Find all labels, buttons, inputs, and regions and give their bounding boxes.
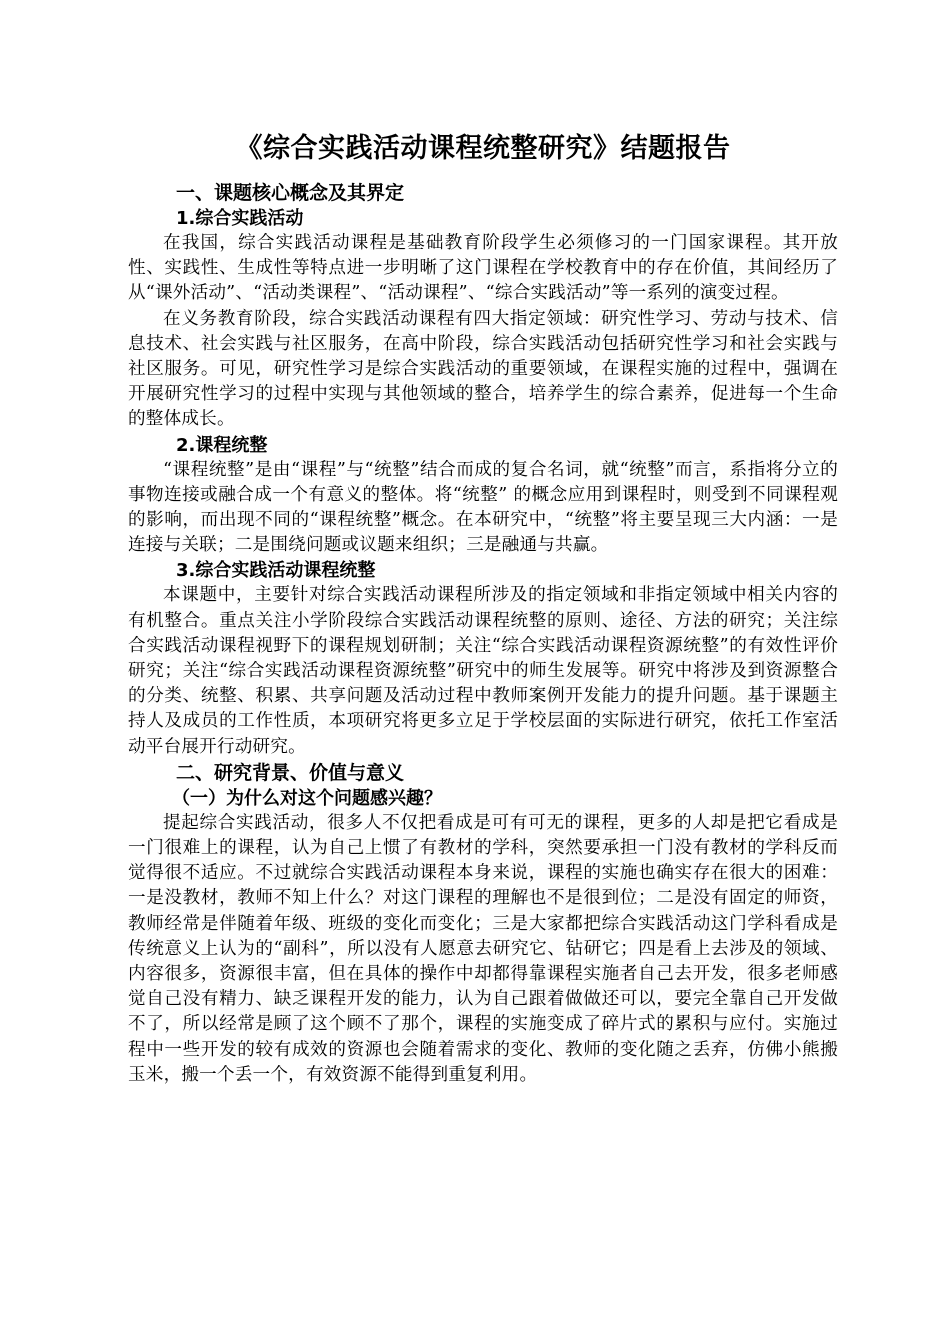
document-body <box>128 128 838 1088</box>
subsection-heading-1-1: 1.综合实践活动 <box>176 208 304 229</box>
paragraph: 提起综合实践活动，很多人不仅把看成是可有可无的课程，更多的人却是把它看成是一门很难上的课程，认为自己上惯了有教材的学科，突然要承担一门没有教材的学科反而觉得很不适应。不过就综合实践活动课程本身来说，课程的实施也确实存在很大的困难：一是没教材，教师不知上什么？对这门课程的理解也不是很到位；二是没有固定的师资，教师经常是伴随着年级、班级的变化而变化；三是大家都把综合实践活动这门学科看成是传统意义上认为的“副科”，所以没有人愿意去研究它、钻研它；四是看上去涉及的领域、内容很多，资源很丰富，但在具体的操作中却都得靠课程实施者自己去开发，很多老师感觉自己没有精力、缺乏课程开发的能力，认为自己跟着做做还可以，要完全靠自己开发做不了，所以经常是顾了这个顾不了那个，课程的实施变成了碎片式的累积与应付。实施过程中一些开发的较有成效的资源也会随着需求的变化、教师的变化随之丢弃，仿佛小熊搬玉米，搬一个丢一个，有效资源不能得到重复利用。 <box>128 812 838 1085</box>
section-heading-2: 二、研究背景、价值与意义 <box>176 761 405 784</box>
paragraph: “课程统整”是由“课程”与“统整”结合而成的复合名词，就“统整”而言，系指将分立的事物连接或融合成一个有意义的整体。将“统整” 的概念应用到课程时，则受到不同课程观的影响，而出现不同的“课程统整”概念。在本研究中，“统整”将主要呈现三大内涵：一是连接与关联；二是围绕问题或议题来组织；三是融通与共赢。 <box>128 459 838 556</box>
paragraph: 在义务教育阶段，综合实践活动课程有四大指定领域：研究性学习、劳动与技术、信息技术、社会实践与社区服务，在高中阶段，综合实践活动包括研究性学习和社会实践与社区服务。可见，研究性学习是综合实践活动的重要领域，在课程实施的过程中，强调在开展研究性学习的过程中实现与其他领域的整合，培养学生的综合素养，促进每一个生命的整体成长。 <box>128 308 838 430</box>
paragraph: 在我国，综合实践活动课程是基础教育阶段学生必须修习的一门国家课程。其开放性、实践性、生成性等特点进一步明晰了这门课程在学校教育中的存在价值，其间经历了从“课外活动”、“活动类课程”、“活动课程”、“综合实践活动”等一系列的演变过程。 <box>128 233 838 304</box>
section-heading-1: 一、课题核心概念及其界定 <box>176 182 405 204</box>
subsection-heading-1-2: 2.课程统整 <box>176 434 268 456</box>
subsection-heading-2-1: （一）为什么对这个问题感兴趣？ <box>172 787 442 809</box>
paragraph: 本课题中，主要针对综合实践活动课程所涉及的指定领域和非指定领域中相关内容的有机整合。重点关注小学阶段综合实践活动课程统整的原则、途径、方法的研究；关注综合实践活动课程视野下的课程规划研制；关注“综合实践活动课程资源统整”的有效性评价研究；关注“综合实践活动课程资源统整”研究中的师生发展等。研究中将涉及到资源整合的分类、统整、积累、共享问题及活动过程中教师案例开发能力的提升问题。基于课题主持人及成员的工作性质，本项研究将更多立足于学校层面的实际进行研究，依托工作室活动平台展开行动研究。 <box>128 585 838 757</box>
subsection-heading-1-3: 3.综合实践活动课程统整 <box>176 560 376 582</box>
page-title: 《综合实践活动课程统整研究》结题报告 <box>235 133 731 164</box>
